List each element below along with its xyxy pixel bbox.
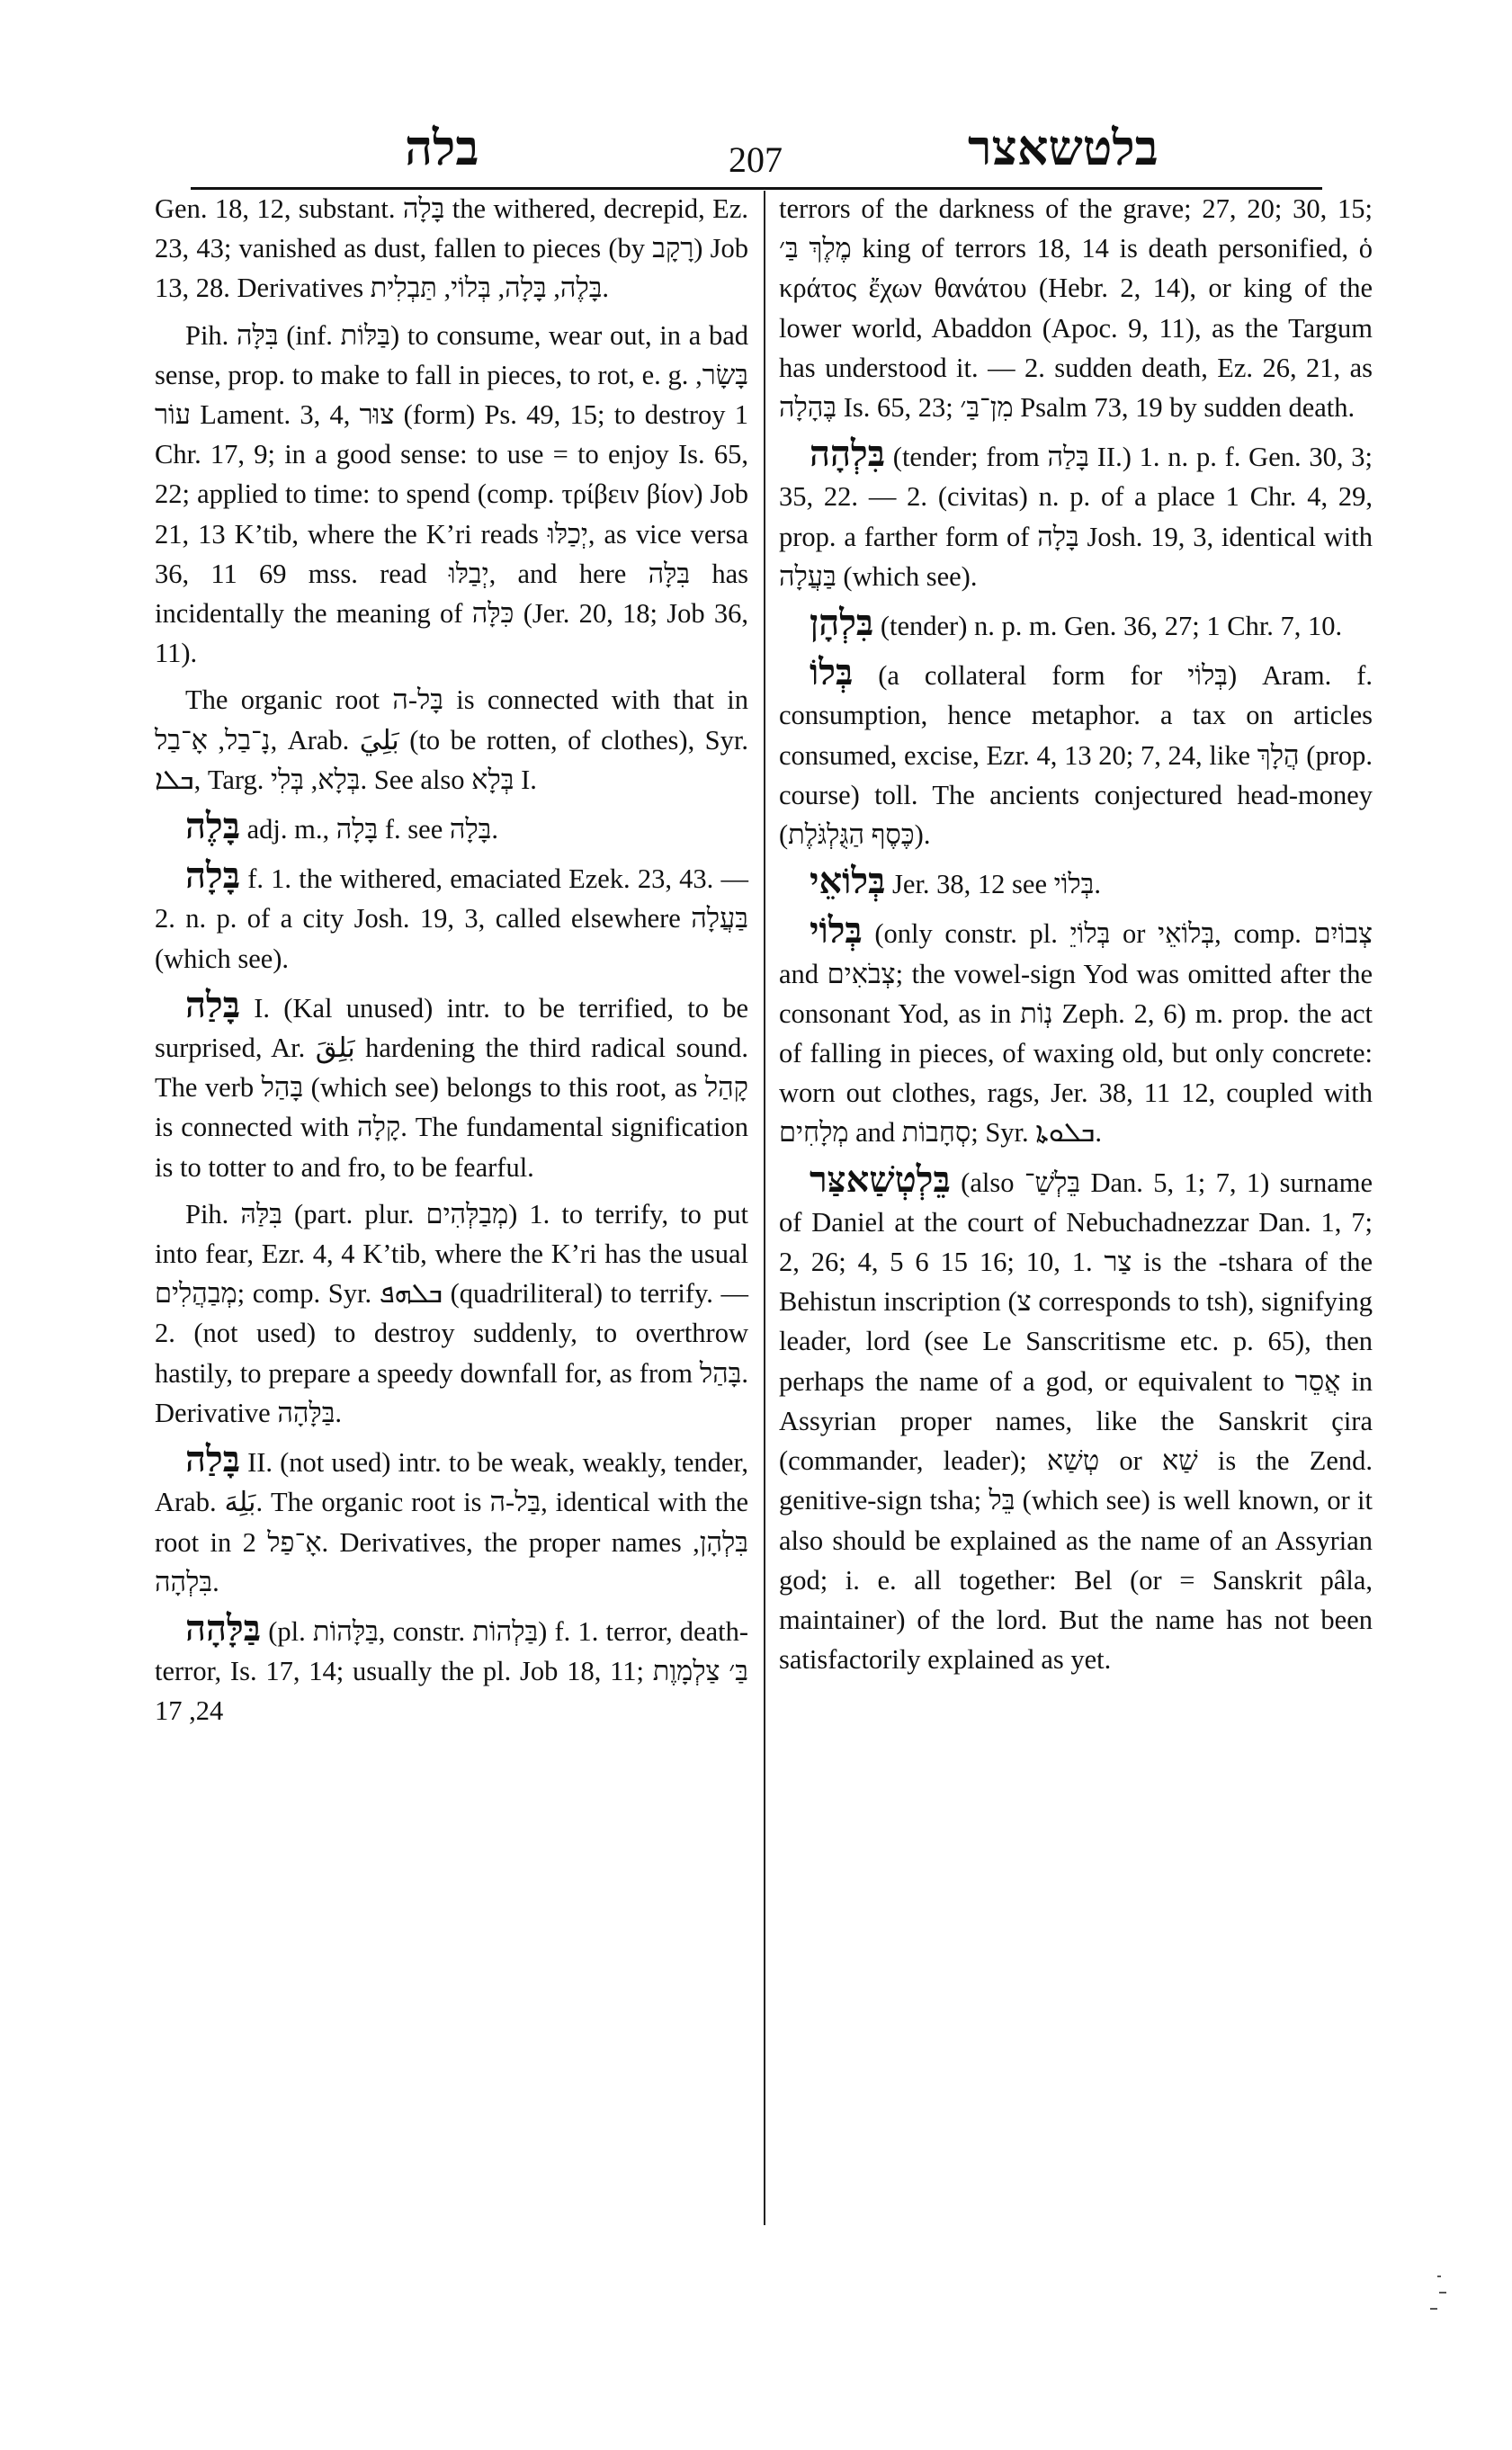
entry-balah-II xyxy=(155,1440,748,1602)
speck xyxy=(1430,2308,1437,2310)
entry-text: (tender; from בָּלַה II.) 1. n. p. f. Gen. 30, 3; 35, 22. — 2. (civitas) n. p. of a place 1 Chr. 4, 29, prop. a farther form of בָּלָה Josh. 19, 3, identical with בַּעֲלָה (which see). xyxy=(779,442,1373,592)
right-column xyxy=(779,189,1373,1686)
column-divider xyxy=(764,191,765,2225)
entry-text: adj. m., בָּלָה f. see בָּלָה. xyxy=(246,814,499,845)
entry-continuation xyxy=(779,189,1373,427)
entry-lemma: בָּלַה xyxy=(185,984,240,1025)
entry-text: terrors of the darkness of the grave; 27, 20; 30, 15; מֶלֶךְ בַּ׳ king of terrors 18, 14 is death personified, ὁ κράτος ἔχων θανάτου (Hebr. 2, 14), or king of the lower world, Abaddon (Apoc. 9, 11), as the Targum has understood it. — 2. sudden death, Ez. 26, 21, as בֶּהָלָה Is. 65, 23; מִן־בַּ׳ Psalm 73, 19 by sudden death. xyxy=(779,193,1373,424)
entry-continuation xyxy=(155,189,748,308)
entry-organic-root xyxy=(155,680,748,800)
entry-text: Jer. 38, 12 see בְּלוֹי. xyxy=(892,869,1102,900)
entry-lemma: בְּלוֹי xyxy=(810,910,863,952)
entry-balah-I xyxy=(155,986,748,1187)
entry-beloey xyxy=(779,862,1373,904)
entry-lemma: בְּלוֹ xyxy=(810,652,854,693)
scan-artifact xyxy=(1430,2276,1448,2311)
entry-bilhah xyxy=(779,434,1373,596)
entry-piel xyxy=(155,316,748,674)
entry-text: II. (not used) intr. to be weak, weakly, tender, Arab. بَلِهَ. The organic root is בַּל-ה, identical with the root in אָ־פַל 2. Derivatives, the proper names בִּלְהָן, בִּלְהָה. xyxy=(155,1447,749,1597)
entry-adj xyxy=(155,807,748,849)
entry-text: (a collateral form for בְּלוֹי) Aram. f. consumption, hence metaphor. a tax on articles consumed, excise, Ezr. 4, 13 20; 7, 24, like הֲלָךְ (prop. course) toll. The ancients conjectured head-money (כֶּסֶף הַגֻּלְגֹּלֶת). xyxy=(779,660,1373,851)
left-column xyxy=(155,189,748,1739)
entry-piel-2 xyxy=(155,1194,748,1433)
entry-text: Pih. בִּלָּה (inf. בַּלּוֹת) to consume, wear out, in a bad sense, prop. to make to fall in pieces, to rot, e. g. בָּשָׂר, עוֹר Lament. 3, 4, צוּר (form) Ps. 49, 15; to destroy 1 Chr. 17, 9; in a good sense: to use = to enjoy Is. 65, 22; applied to time: to spend (comp. τρίβειν βίον) Job 21, 13 K’tib, where the K’ri reads יְכַלּוּ, as vice versa 36, 11 69 mss. read יְבַלּוּ, and here בִּלָּה has incidentally the meaning of כִּלָּה (Jer. 20, 18; Job 36, 11). xyxy=(155,319,749,669)
entry-text: (tender) n. p. m. Gen. 36, 27; 1 Chr. 7, 10. xyxy=(880,611,1343,642)
entry-lemma: בֵּלְטְשַׁאצַּר xyxy=(810,1158,951,1200)
entry-bilhan xyxy=(779,604,1373,646)
entry-text: (pl. בַּלָּהוֹת, constr. בַּלְהוֹת) f. 1. terror, death-terror, Is. 17, 14; usually the pl. Job 18, 11; בַּ׳ צַלְמָוֶת 24, 17 xyxy=(155,1615,749,1727)
entry-lemma: בַּלָּהָה xyxy=(185,1607,262,1649)
entry-belteshazzar xyxy=(779,1160,1373,1680)
entry-lemma: בָּלָה xyxy=(185,855,240,897)
right-running-headword: בלטשאצר xyxy=(968,121,1159,175)
entry-text: Pih. בִּלַּהּ (part. plur. מְבַלְּהִים) 1. to terrify, to put into fear, Ezr. 4, 4 K’tib, where the K’ri has the usual מְבַהֲלִים; comp. Syr. ܒܠܗܦ (quadriliteral) to terrify. — 2. (not used) to destroy suddenly, to overthrow hastily, to prepare a speedy downfall for, as from בָּהַל. Derivative בַּלָּהָה. xyxy=(155,1198,748,1428)
entry-text: (only constr. pl. בְּלוֹיֵ or בְּלוֹאֵי, comp. צְבוֹיִם and צְבֹאִים; the vowel-sign Yod was omitted after the consonant Yod, as in נְוֹת Zeph. 2, 6) m. prop. the act of falling in pieces, of waxing old, but only concrete: worn out clothes, rags, Jer. 38, 11 12, coupled with מְלָחִים and סְחָבוֹת; Syr. ܒܠܘܬܐ. xyxy=(779,918,1373,1149)
entry-text: The organic root בָּל-ה is connected with that in נָ־בַל, אָ־בַל, Arab. بَلِيَ (to be rotten, of clothes), Syr. ܒܠܐ, Targ. בְּלָא, בְּלִי. See also בְּלָא I. xyxy=(155,684,749,795)
entry-text: f. 1. the withered, emaciated Ezek. 23, 43. — 2. n. p. of a city Josh. 19, 3, called elsewhere בַּעֲלָה (which see). xyxy=(155,863,749,974)
left-running-headword: בלה xyxy=(405,121,479,175)
entry-beloy xyxy=(779,911,1373,1152)
entry-text: Gen. 18, 12, substant. בָּלָה the withered, decrepid, Ez. 23, 43; vanished as dust, fallen to pieces (by רָקָב) Job 13, 28. Derivatives בָּלֶה, בָּלָה, בְּלוֹי, תַּבְלִית. xyxy=(155,193,748,304)
page-number: 207 xyxy=(729,139,783,180)
entry-lemma: בָּלֶה xyxy=(185,806,240,847)
speck xyxy=(1439,2292,1446,2294)
entry-lemma: בָּלַה xyxy=(185,1439,240,1480)
entry-text: I. (Kal unused) intr. to be terrified, to be surprised, Ar. بَلِقَ hardening the third radical sound. The verb בָּהַל (which see) belongs to this root, as קָהַל is connected with קָלָה. The fundamental signification is to totter to and fro, to be fearful. xyxy=(155,992,749,1183)
entry-lemma: בְּלוֹאֵי xyxy=(810,861,886,902)
entry-text: (also בֵּלְשַׁ־ Dan. 5, 1; 7, 1) surname of Daniel at the court of Nebuchadnezzar Dan. 1, 7; 2, 26; 4, 5 6 15 16; 10, 1. צַר is the -tshara of the Behistun inscription (צ corresponds to tsh), signifying leader, lord (see Le Sanscritisme etc. p. 65), then perhaps the name of a god, or equivalent to אֲסֵר in Assyrian proper names, like the Sanskrit çira (commander, leader); טְשַׁא or שַׁא is the Zend. genitive-sign tsha; בֵּל (which see) is well known, or it also should be explained as the name of an Assyrian god; i. e. all together: Bel (or = Sanskrit pâla, maintainer) of the lord. But the name has not been satisfactorily explained as yet. xyxy=(779,1167,1373,1676)
entry-balah-f xyxy=(155,856,748,979)
entry-lemma: בִּלְהָן xyxy=(810,603,874,644)
speck xyxy=(1437,2276,1441,2277)
entry-ballahah xyxy=(155,1609,748,1731)
page-header xyxy=(144,121,1187,196)
entry-belo xyxy=(779,653,1373,854)
entry-lemma: בִּלְהָה xyxy=(810,434,886,475)
